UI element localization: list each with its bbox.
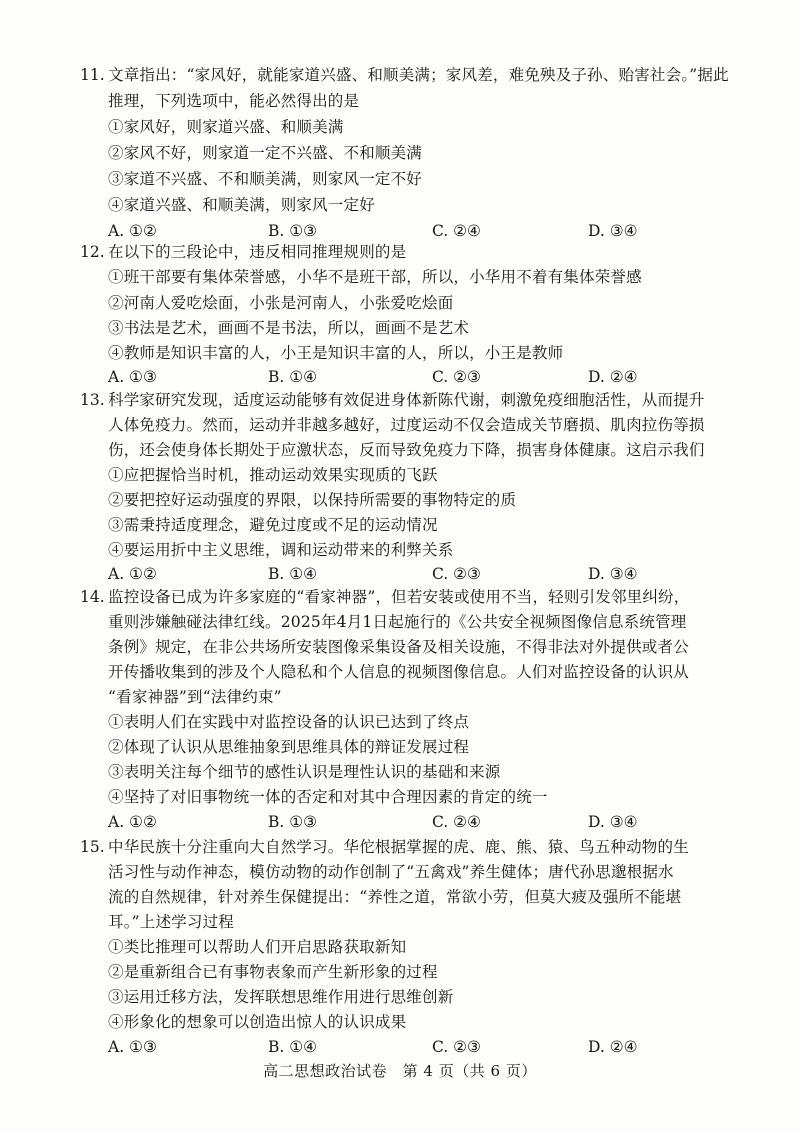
statement: ④要运用折中主义思维，调和运动带来的利弊关系 bbox=[108, 541, 454, 559]
question-stem-line: 重则涉嫌触碰法律红线。2025年4月1日起施行的《公共安全视频图像信息系统管理 bbox=[108, 613, 687, 631]
choice-b: B. ①④ bbox=[268, 1038, 318, 1056]
choice-a: A. ①② bbox=[108, 813, 157, 831]
statement: ①表明人们在实践中对监控设备的认识已达到了终点 bbox=[108, 713, 470, 731]
choice-a: A. ①③ bbox=[108, 368, 157, 386]
question-number: 14. bbox=[80, 588, 105, 606]
statement: ④坚持了对旧事物统一体的否定和对其中合理因素的肯定的统一 bbox=[108, 788, 548, 806]
question-stem-line: 文章指出：“家风好，就能家道兴盛、和顺美满；家风差，难免殃及子孙、贻害社会。”据此 bbox=[108, 66, 729, 84]
statement: ②要把控好运动强度的界限，以保持所需要的事物特定的质 bbox=[108, 491, 517, 509]
question-stem-line: 推理，下列选项中，能必然得出的是 bbox=[108, 92, 360, 110]
choice-d: D. ③④ bbox=[588, 565, 638, 583]
statement: ③家道不兴盛、不和顺美满，则家风一定不好 bbox=[108, 170, 423, 188]
question-stem-line: 开传播收集到的涉及个人隐私和个人信息的视频图像信息。人们对监控设备的认识从 bbox=[108, 663, 689, 681]
question-stem-line: 科学家研究发现，适度运动能够有效促进身体新陈代谢，刺激免疫细胞活性，从而提升 bbox=[108, 391, 705, 409]
choice-c: C. ②③ bbox=[432, 1038, 481, 1056]
choice-d: D. ②④ bbox=[588, 368, 638, 386]
choice-d: D. ③④ bbox=[588, 222, 638, 240]
question-stem-line: 耳。”上述学习过程 bbox=[108, 913, 234, 931]
statement: ②家风不好，则家道一定不兴盛、不和顺美满 bbox=[108, 144, 423, 162]
statement: ④教师是知识丰富的人，小王是知识丰富的人，所以，小王是教师 bbox=[108, 344, 564, 362]
question-stem-line: 监控设备已成为许多家庭的“看家神器”，但若安装或使用不当，轻则引发邻里纠纷， bbox=[108, 588, 690, 606]
choice-a: A. ①② bbox=[108, 222, 157, 240]
choice-c: C. ②③ bbox=[432, 368, 481, 386]
question-stem-line: 伤，还会使身体长期处于应激状态，反而导致免疫力下降，损害身体健康。这启示我们 bbox=[108, 441, 705, 459]
choice-c: C. ②④ bbox=[432, 813, 481, 831]
choice-b: B. ①③ bbox=[268, 813, 318, 831]
question-number: 12. bbox=[80, 243, 105, 261]
page-footer: 高二思想政治试卷 第 4 页（共 6 页） bbox=[263, 1062, 537, 1080]
question-stem-line: 条例》规定，在非公共场所安装图像采集设备及相关设施，不得非法对外提供或者公 bbox=[108, 638, 689, 656]
statement: ①类比推理可以帮助人们开启思路获取新知 bbox=[108, 938, 407, 956]
statement: ③书法是艺术，画画不是书法，所以，画画不是艺术 bbox=[108, 319, 470, 337]
statement: ②河南人爱吃烩面，小张是河南人，小张爱吃烩面 bbox=[108, 294, 454, 312]
question-stem-line: 人体免疫力。然而，运动并非越多越好，过度运动不仅会造成关节磨损、肌肉拉伤等损 bbox=[108, 416, 705, 434]
statement: ①班干部要有集体荣誉感，小华不是班干部，所以，小华用不着有集体荣誉感 bbox=[108, 268, 642, 286]
statement: ②是重新组合已有事物表象而产生新形象的过程 bbox=[108, 963, 438, 981]
choice-c: C. ②③ bbox=[432, 565, 481, 583]
statement: ④形象化的想象可以创造出惊人的认识成果 bbox=[108, 1013, 407, 1031]
statement: ③表明关注每个细节的感性认识是理性认识的基础和来源 bbox=[108, 763, 501, 781]
statement: ①家风好，则家道兴盛、和顺美满 bbox=[108, 118, 344, 136]
question-stem-line: 在以下的三段论中，违反相同推理规则的是 bbox=[108, 243, 407, 261]
question-number: 11. bbox=[80, 66, 105, 84]
question-stem-line: 中华民族十分注重向大自然学习。华佗根据掌握的虎、鹿、熊、猿、鸟五种动物的生 bbox=[108, 838, 689, 856]
question-number: 13. bbox=[80, 391, 105, 409]
question-number: 15. bbox=[80, 838, 105, 856]
choice-b: B. ①④ bbox=[268, 368, 318, 386]
statement: ②体现了认识从思维抽象到思维具体的辩证发展过程 bbox=[108, 738, 470, 756]
statement: ①应把握恰当时机，推动运动效果实现质的飞跃 bbox=[108, 466, 438, 484]
question-stem-line: “看家神器”到“法律约束” bbox=[108, 688, 282, 706]
statement: ③需秉持适度理念，避免过度或不足的运动情况 bbox=[108, 516, 438, 534]
choice-c: C. ②④ bbox=[432, 222, 481, 240]
statement: ④家道兴盛、和顺美满，则家风一定好 bbox=[108, 196, 375, 214]
choice-b: B. ①④ bbox=[268, 565, 318, 583]
choice-a: A. ①② bbox=[108, 565, 157, 583]
question-stem-line: 活习性与动作神态，模仿动物的动作创制了“五禽戏”养生健体；唐代孙思邈根据水 bbox=[108, 863, 674, 881]
choice-d: D. ②④ bbox=[588, 1038, 638, 1056]
choice-a: A. ①③ bbox=[108, 1038, 157, 1056]
choice-b: B. ①③ bbox=[268, 222, 318, 240]
question-stem-line: 流的自然规律，针对养生保健提出：“养性之道，常欲小劳，但莫大疲及强所不能堪 bbox=[108, 888, 682, 906]
choice-d: D. ③④ bbox=[588, 813, 638, 831]
statement: ③运用迁移方法，发挥联想思维作用进行思维创新 bbox=[108, 988, 454, 1006]
